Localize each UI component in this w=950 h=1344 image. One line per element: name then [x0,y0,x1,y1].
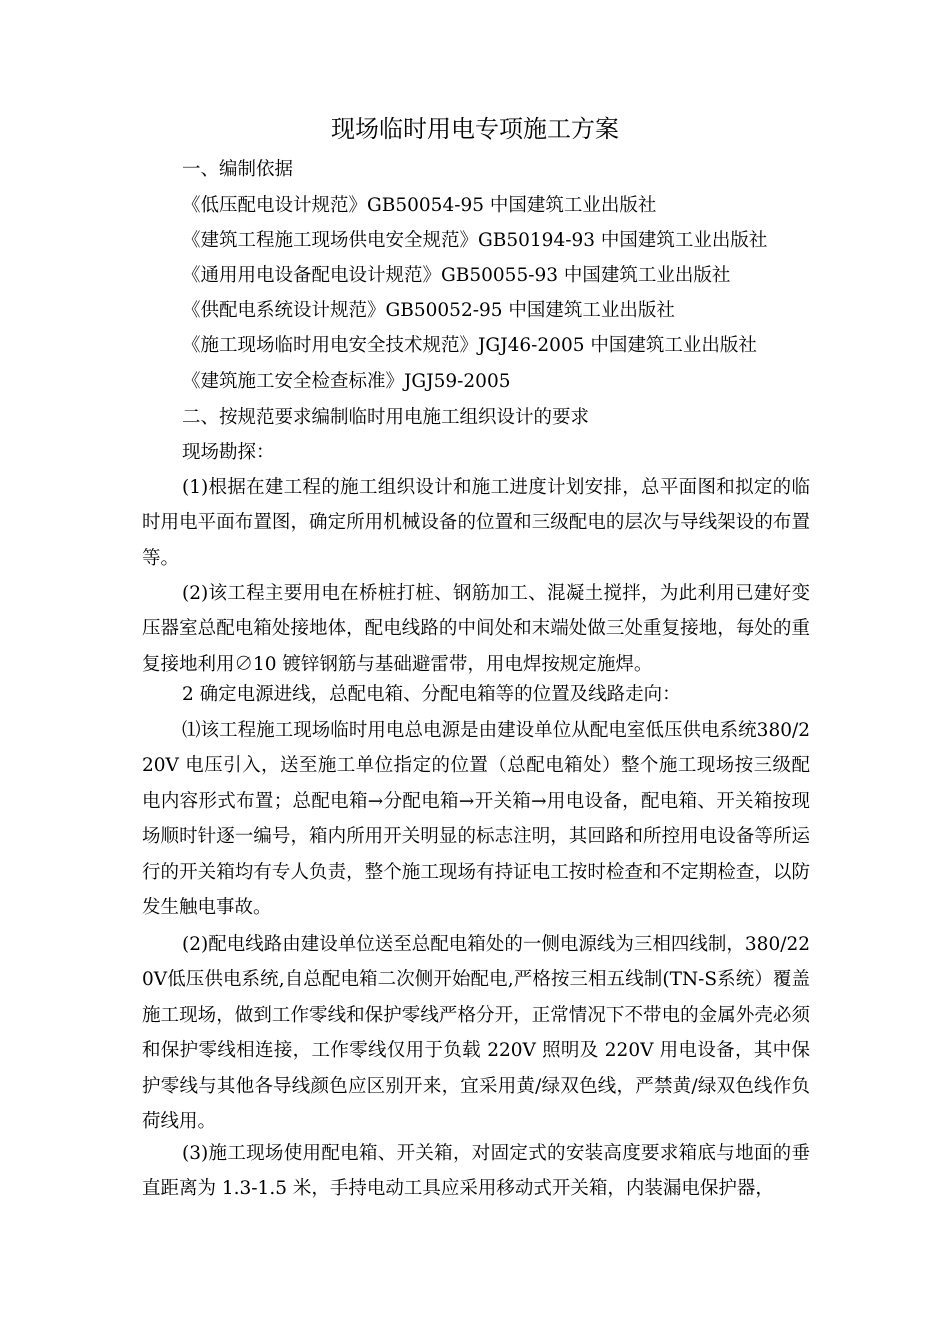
section-heading-power-route: 2 确定电源进线，总配电箱、分配电箱等的位置及线路走向： [182,684,681,705]
reference-item: 《建筑工程施工现场供电安全规范》GB50194-93 中国建筑工业出版社 [182,230,768,251]
reference-item: 《施工现场临时用电安全技术规范》JGJ46-2005 中国建筑工业出版社 [182,335,757,356]
route-paragraph-1: ⑴该工程施工现场临时用电总电源是由建设单位从配电室低压供电系统380/220V 电压引入，送至施工单位指定的位置（总配电箱处）整个施工现场按三级配电内容形式布置；总配电箱→分配电箱→开关箱→用电设备，配电箱、开关箱按现场顺时针逐一编号，箱内所用开关明显的标志注明，其回路和所控用电设备等所运行的开关箱均有专人负责，整个施工现场有持证电工按时检查和不定期检查，以防发生触电事故。 [142,720,810,919]
section-heading-requirements: 二、按规范要求编制临时用电施工组织设计的要求 [182,407,590,428]
reference-item: 《建筑施工安全检查标准》JGJ59-2005 [182,371,511,392]
section-heading-basis: 一、编制依据 [182,159,294,180]
reference-item: 《低压配电设计规范》GB50054-95 中国建筑工业出版社 [182,195,657,216]
reference-item: 《通用用电设备配电设计规范》GB50055-93 中国建筑工业出版社 [182,265,731,286]
route-paragraph-2: (2)配电线路由建设单位送至总配电箱处的一侧电源线为三相四线制，380/220V低压供电系统,自总配电箱二次侧开始配电,严格按三相五线制(TN-S系统）覆盖施工现场，做到工作零线和保护零线严格分开，正常情况下不带电的金属外壳必须和保护零线相连接，工作零线仅用于负载 220V 照明及 220V 用电设备，其中保护零线与其他各导线颜色应区别开来，宜采用黄/绿双色线，严禁黄/绿双色线作负荷线用。 [142,934,810,1133]
survey-paragraph-1: (1)根据在建工程的施工组织设计和施工进度计划安排，总平面图和拟定的临时用电平面布置图，确定所用机械设备的位置和三级配电的层次与导线架设的布置等。 [142,477,810,569]
route-paragraph-3: (3)施工现场使用配电箱、开关箱，对固定式的安装高度要求箱底与地面的垂直距离为 1.3-1.5 米，手持电动工具应采用移动式开关箱，内装漏电保护器， [142,1143,810,1200]
document-title: 现场临时用电专项施工方案 [331,115,619,143]
survey-label: 现场勘探： [182,442,275,463]
reference-item: 《供配电系统设计规范》GB50052-95 中国建筑工业出版社 [182,300,675,321]
survey-paragraph-2: (2)该工程主要用电在桥桩打桩、钢筋加工、混凝土搅拌，为此利用已建好变压器室总配电箱处接地体，配电线路的中间处和末端处做三处重复接地，每处的重复接地利用∅10 镀锌钢筋与基础避雷带，用电焊按规定施焊。 [142,583,810,675]
